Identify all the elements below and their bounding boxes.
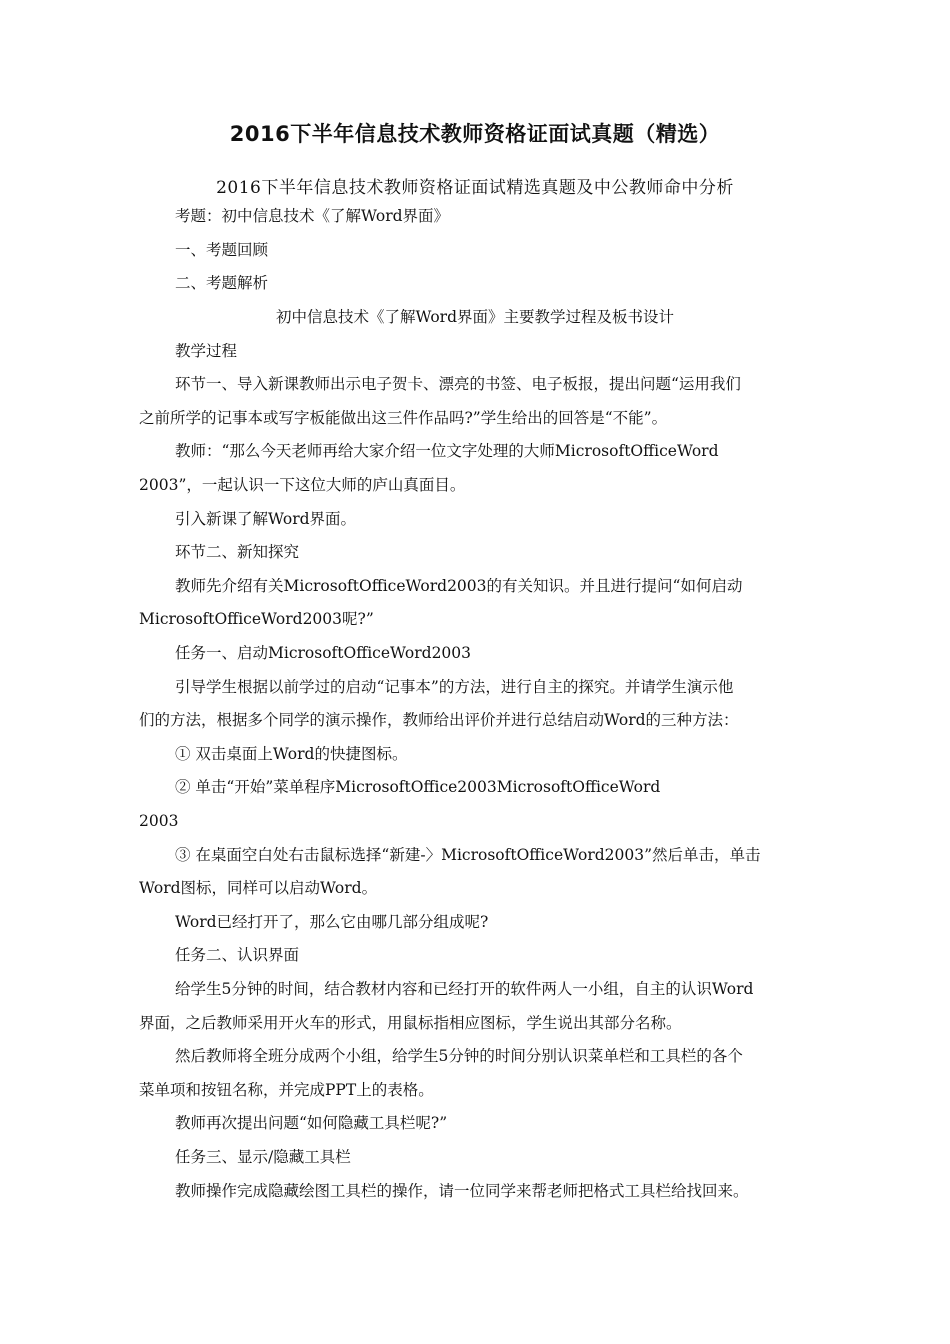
task-heading: 任务一、启动MicrosoftOfficeWord2003 [175, 644, 472, 662]
paragraph-line: 界面，之后教师采用开火车的形式，用鼠标指相应图标，学生说出其部分名称。 [139, 1014, 682, 1032]
paragraph-line: 环节一、导入新课教师出示电子贺卡、漂亮的书签、电子板报，提出问题“运用我们 [175, 375, 741, 393]
paragraph-line: 们的方法，根据多个同学的演示操作，教师给出评价并进行总结启动Word的三种方法： [139, 711, 739, 729]
list-item: ① 双击桌面上Word的快捷图标。 [175, 745, 408, 763]
paragraph-line: 教师操作完成隐藏绘图工具栏的操作，请一位同学来帮老师把格式工具栏给找回来。 [175, 1182, 749, 1200]
section-heading: 二、考题解析 [175, 274, 269, 292]
paragraph-line: 给学生5分钟的时间，结合教材内容和已经打开的软件两人一小组，自主的认识Word [175, 980, 754, 998]
paragraph-heading: 教学过程 [175, 342, 238, 360]
task-heading: 任务三、显示/隐藏工具栏 [175, 1148, 351, 1166]
paragraph-line: 教师：“那么今天老师再给大家介绍一位文字处理的大师MicrosoftOfficeWord [175, 442, 719, 460]
list-item: ② 单击“开始”菜单程序MicrosoftOffice2003MicrosoftOfficeWord [175, 778, 661, 796]
paragraph-line: 然后教师将全班分成两个小组，给学生5分钟的时间分别认识菜单栏和工具栏的各个 [175, 1047, 743, 1065]
paragraph-line: Word图标，同样可以启动Word。 [139, 879, 378, 897]
section-subtitle: 初中信息技术《了解Word界面》主要教学过程及板书设计 [275, 308, 675, 326]
paragraph-line: 菜单项和按钮名称，并完成PPT上的表格。 [139, 1081, 434, 1099]
document-subtitle: 2016下半年信息技术教师资格证面试精选真题及中公教师命中分析 [216, 178, 734, 198]
section-heading: 一、考题回顾 [175, 241, 269, 259]
paragraph-line: 之前所学的记事本或写字板能做出这三件作品吗?”学生给出的回答是“不能”。 [139, 409, 668, 427]
paragraph-heading: 环节二、新知探究 [175, 543, 300, 561]
paragraph-line: 引入新课了解Word界面。 [175, 510, 357, 528]
task-heading: 任务二、认识界面 [175, 946, 300, 964]
list-item: ③ 在桌面空白处右击鼠标选择“新建-〉MicrosoftOfficeWord2003”然后单击，单击 [175, 846, 761, 864]
paragraph-line: Word已经打开了，那么它由哪几部分组成呢? [175, 913, 489, 931]
exam-topic-line: 考题：初中信息技术《了解Word界面》 [175, 207, 450, 225]
paragraph-line: 引导学生根据以前学过的启动“记事本”的方法，进行自主的探究。并请学生演示他 [175, 678, 734, 696]
paragraph-line: 教师先介绍有关MicrosoftOfficeWord2003的有关知识。并且进行提问“如何启动 [175, 577, 743, 595]
paragraph-line: MicrosoftOfficeWord2003呢?” [139, 610, 374, 628]
document-title: 2016下半年信息技术教师资格证面试真题（精选） [229, 122, 721, 146]
paragraph-line: 教师再次提出问题“如何隐藏工具栏呢?” [175, 1114, 448, 1132]
paragraph-line: 2003”，一起认识一下这位大师的庐山真面目。 [139, 476, 466, 494]
paragraph-line: 2003 [139, 812, 179, 830]
